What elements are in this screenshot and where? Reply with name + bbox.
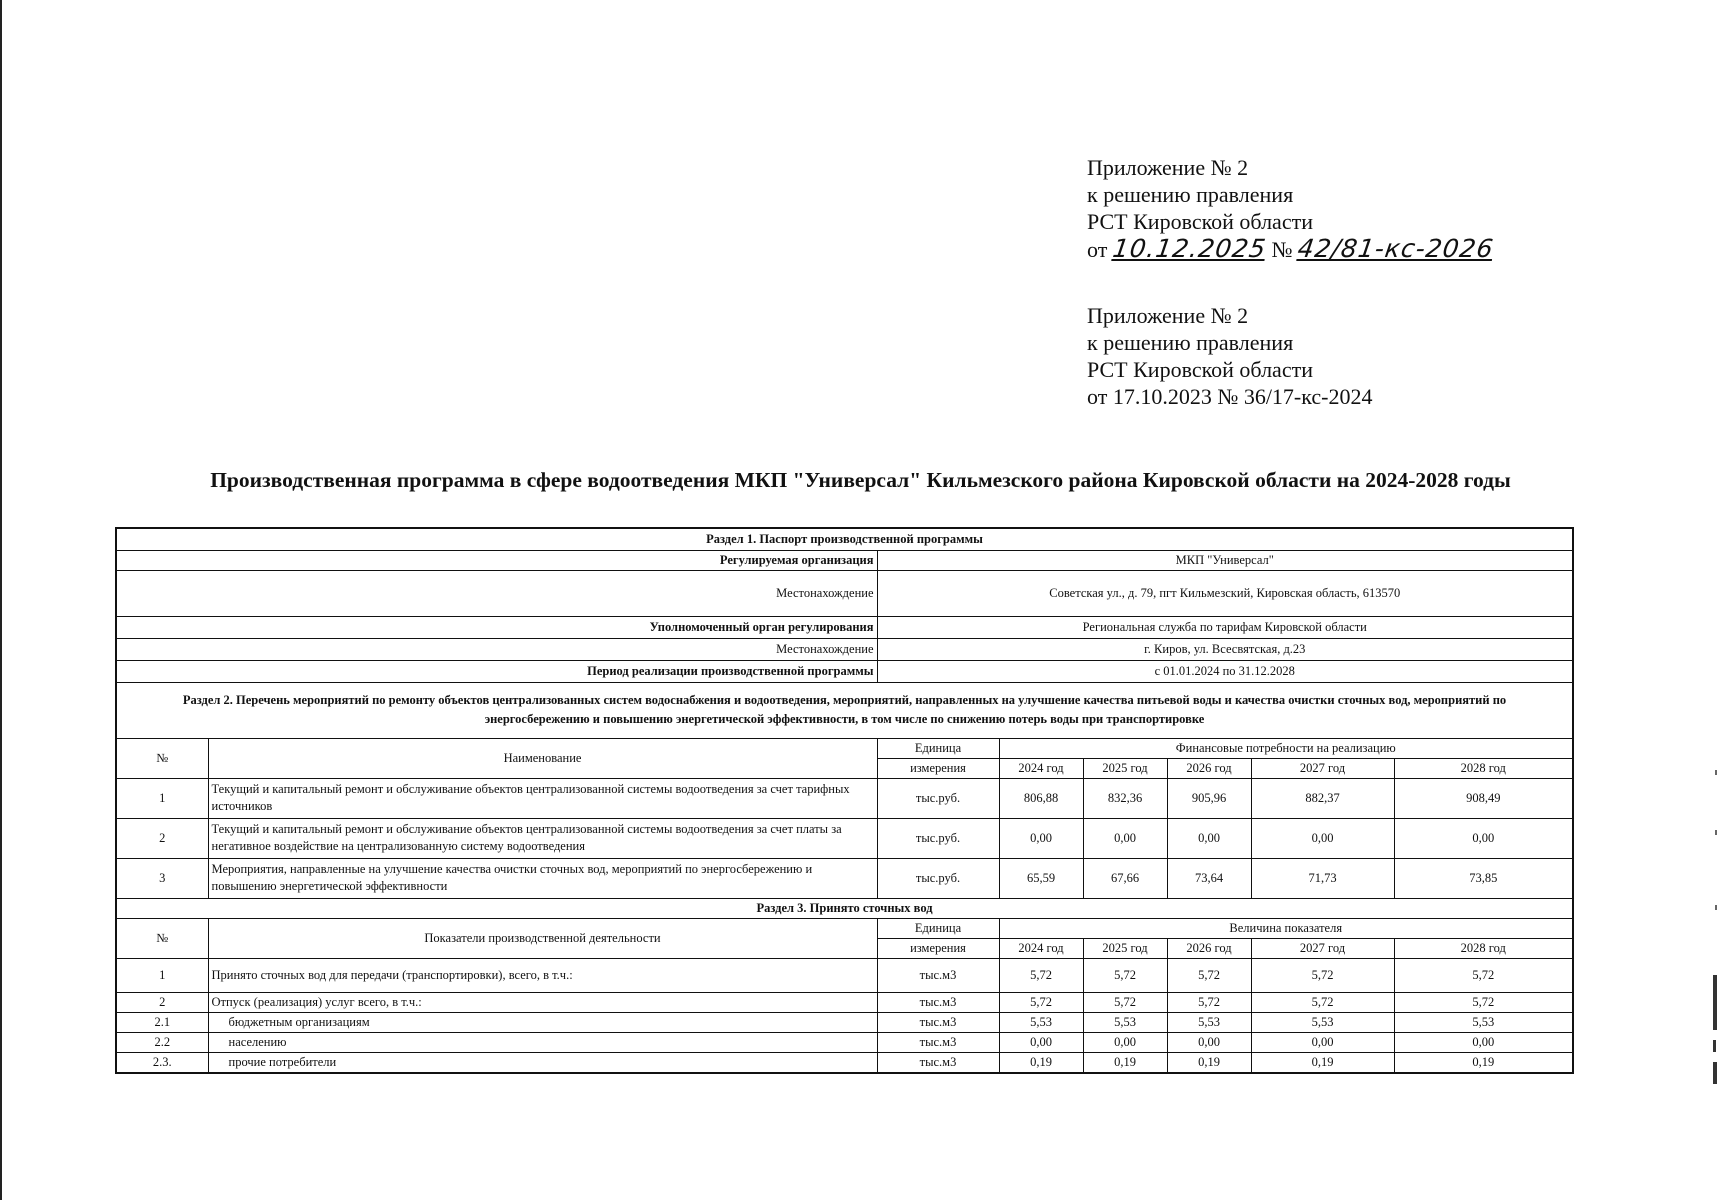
- row-value: 5,72: [1251, 958, 1394, 992]
- row-name: бюджетным организациям: [208, 1012, 877, 1032]
- scan-left-edge: [0, 0, 2, 1200]
- number-prefix: №: [1271, 237, 1293, 262]
- scan-artifact: [1715, 830, 1717, 835]
- row-value: 0,00: [1394, 818, 1573, 858]
- row-value: 0,19: [1251, 1052, 1394, 1073]
- production-program-table: [115, 527, 1574, 1074]
- appendix-line: РСТ Кировской области: [1087, 209, 1313, 234]
- row-value: 5,72: [1167, 958, 1251, 992]
- row-value: 5,53: [1167, 1012, 1251, 1032]
- row-value: 5,53: [1083, 1012, 1167, 1032]
- row-value: 0,00: [1251, 1032, 1394, 1052]
- row-num: 2.3.: [116, 1052, 208, 1073]
- appendix-line: к решению правления: [1087, 330, 1294, 355]
- section2-title-row: [116, 682, 1573, 738]
- row-value: 0,00: [999, 818, 1083, 858]
- row-value: 71,73: [1251, 858, 1394, 898]
- document-title: Производственная программа в сфере водоотведения МКП "Универсал" Кильмезского района Кировской области на 2024-2028 годы: [210, 468, 1511, 492]
- section1-title: Раздел 1. Паспорт производственной программы: [116, 528, 1573, 550]
- row-unit: тыс.м3: [877, 1012, 999, 1032]
- column-header-group: Финансовые потребности на реализацию: [999, 738, 1573, 758]
- column-header-year: 2027 год: [1251, 758, 1394, 778]
- scan-artifact: [1715, 905, 1717, 910]
- row-value: 0,00: [1394, 1032, 1573, 1052]
- passport-label: Уполномоченный орган регулирования: [116, 616, 877, 638]
- row-value: 73,85: [1394, 858, 1573, 898]
- scan-artifact: [1713, 1062, 1717, 1084]
- table-row: [116, 1032, 1573, 1052]
- appendix-current: [1087, 154, 1494, 263]
- section3-title: Раздел 3. Принято сточных вод: [116, 898, 1573, 918]
- row-value: 5,72: [999, 992, 1083, 1012]
- passport-label: Период реализации производственной программы: [116, 660, 877, 682]
- row-num: 2.1: [116, 1012, 208, 1032]
- row-name: прочие потребители: [208, 1052, 877, 1073]
- appendix-date-line: [1087, 235, 1494, 263]
- row-value: 0,00: [999, 1032, 1083, 1052]
- appendix-previous: [1087, 302, 1372, 410]
- section3-title-row: [116, 898, 1573, 918]
- row-value: 67,66: [1083, 858, 1167, 898]
- row-value: 5,53: [1251, 1012, 1394, 1032]
- row-value: 5,72: [1394, 958, 1573, 992]
- row-num: 2: [116, 818, 208, 858]
- column-header-year: 2026 год: [1167, 938, 1251, 958]
- row-value: 806,88: [999, 778, 1083, 818]
- column-header-year: 2024 год: [999, 938, 1083, 958]
- appendix-line: Приложение № 2: [1087, 155, 1249, 180]
- passport-value: Региональная служба по тарифам Кировской области: [877, 616, 1573, 638]
- row-num: 3: [116, 858, 208, 898]
- row-value: 5,72: [1251, 992, 1394, 1012]
- column-header-year: 2028 год: [1394, 758, 1573, 778]
- row-value: 73,64: [1167, 858, 1251, 898]
- row-unit: тыс.руб.: [877, 818, 999, 858]
- passport-value: с 01.01.2024 по 31.12.2028: [877, 660, 1573, 682]
- row-value: 0,19: [1083, 1052, 1167, 1073]
- row-value: 905,96: [1167, 778, 1251, 818]
- appendix-line: к решению правления: [1087, 182, 1294, 207]
- column-header-num: №: [116, 918, 208, 958]
- row-value: 0,19: [1394, 1052, 1573, 1073]
- passport-row: [116, 616, 1573, 638]
- row-value: 0,00: [1167, 1032, 1251, 1052]
- column-header-name: Показатели производственной деятельности: [208, 918, 877, 958]
- column-header-year: 2025 год: [1083, 758, 1167, 778]
- row-name: Текущий и капитальный ремонт и обслуживание объектов централизованной системы водоотведения за счет платы за негативное воздействие на централизованную систему водоотведения: [208, 818, 877, 858]
- column-header-name: Наименование: [208, 738, 877, 778]
- table-row: [116, 992, 1573, 1012]
- row-name: Принято сточных вод для передачи (транспортировки), всего, в т.ч.:: [208, 958, 877, 992]
- row-unit: тыс.м3: [877, 958, 999, 992]
- scan-artifact: [1715, 770, 1717, 775]
- row-unit: тыс.м3: [877, 1052, 999, 1073]
- passport-row: [116, 550, 1573, 570]
- section2-header-row: [116, 738, 1573, 758]
- section2-title: Раздел 2. Перечень мероприятий по ремонту объектов централизованных систем водоснабжения и водоотведения, мероприятий, направленных на улучшение качества питьевой воды и качества очистки сточных вод, мероприятий по энергосбережению и повышению энергетической эффективности, в том числе по снижению потерь воды при транспортировке: [116, 682, 1573, 738]
- passport-label: Регулируемая организация: [116, 550, 877, 570]
- appendix-line: РСТ Кировской области: [1087, 357, 1313, 382]
- column-header-unit: измерения: [877, 758, 999, 778]
- date-prefix: от: [1087, 237, 1108, 262]
- row-value: 0,00: [1083, 818, 1167, 858]
- row-value: 0,00: [1251, 818, 1394, 858]
- row-value: 5,53: [999, 1012, 1083, 1032]
- column-header-group: Величина показателя: [999, 918, 1573, 938]
- column-header-unit: Единица: [877, 738, 999, 758]
- passport-row: [116, 570, 1573, 616]
- row-unit: тыс.м3: [877, 1032, 999, 1052]
- passport-value: Советская ул., д. 79, пгт Кильмезский, Кировская область, 613570: [877, 570, 1573, 616]
- row-name: Текущий и капитальный ремонт и обслуживание объектов централизованной системы водоотведения за счет тарифных источников: [208, 778, 877, 818]
- row-value: 65,59: [999, 858, 1083, 898]
- column-header-year: 2025 год: [1083, 938, 1167, 958]
- row-num: 1: [116, 958, 208, 992]
- row-value: 5,53: [1394, 1012, 1573, 1032]
- row-value: 5,72: [1083, 992, 1167, 1012]
- row-value: 0,19: [1167, 1052, 1251, 1073]
- table-row: [116, 1012, 1573, 1032]
- row-value: 908,49: [1394, 778, 1573, 818]
- row-value: 5,72: [999, 958, 1083, 992]
- column-header-unit: измерения: [877, 938, 999, 958]
- row-num: 2: [116, 992, 208, 1012]
- row-value: 0,00: [1083, 1032, 1167, 1052]
- passport-row: [116, 638, 1573, 660]
- row-value: 882,37: [1251, 778, 1394, 818]
- row-name: Отпуск (реализация) услуг всего, в т.ч.:: [208, 992, 877, 1012]
- appendix-line: Приложение № 2: [1087, 303, 1249, 328]
- row-value: 5,72: [1083, 958, 1167, 992]
- section3-header-row: [116, 918, 1573, 938]
- table-row: [116, 958, 1573, 992]
- scan-artifact: [1713, 1040, 1716, 1052]
- row-value: 0,19: [999, 1052, 1083, 1073]
- table-row: [116, 1052, 1573, 1073]
- table-row: [116, 778, 1573, 818]
- column-header-unit: Единица: [877, 918, 999, 938]
- row-num: 1: [116, 778, 208, 818]
- handwritten-number: 42/81-кс-2026: [1295, 234, 1496, 263]
- passport-row: [116, 660, 1573, 682]
- row-value: 5,72: [1167, 992, 1251, 1012]
- column-header-year: 2027 год: [1251, 938, 1394, 958]
- row-num: 2.2: [116, 1032, 208, 1052]
- row-unit: тыс.руб.: [877, 858, 999, 898]
- row-value: 832,36: [1083, 778, 1167, 818]
- row-value: 0,00: [1167, 818, 1251, 858]
- row-name: Мероприятия, направленные на улучшение качества очистки сточных вод, мероприятий по энергосбережению и повышению энергетической эффективности: [208, 858, 877, 898]
- appendix-line: от 17.10.2023 № 36/17-кс-2024: [1087, 384, 1373, 409]
- passport-label: Местонахождение: [116, 570, 877, 616]
- scan-artifact: [1713, 975, 1717, 1030]
- passport-value: МКП "Универсал": [877, 550, 1573, 570]
- column-header-year: 2024 год: [999, 758, 1083, 778]
- section1-title-row: [116, 528, 1573, 550]
- row-value: 5,72: [1394, 992, 1573, 1012]
- column-header-year: 2028 год: [1394, 938, 1573, 958]
- column-header-year: 2026 год: [1167, 758, 1251, 778]
- column-header-num: №: [116, 738, 208, 778]
- row-unit: тыс.м3: [877, 992, 999, 1012]
- row-name: населению: [208, 1032, 877, 1052]
- row-unit: тыс.руб.: [877, 778, 999, 818]
- passport-label: Местонахождение: [116, 638, 877, 660]
- table-row: [116, 858, 1573, 898]
- passport-value: г. Киров, ул. Всесвятская, д.23: [877, 638, 1573, 660]
- handwritten-date: 10.12.2025: [1110, 234, 1269, 263]
- table-row: [116, 818, 1573, 858]
